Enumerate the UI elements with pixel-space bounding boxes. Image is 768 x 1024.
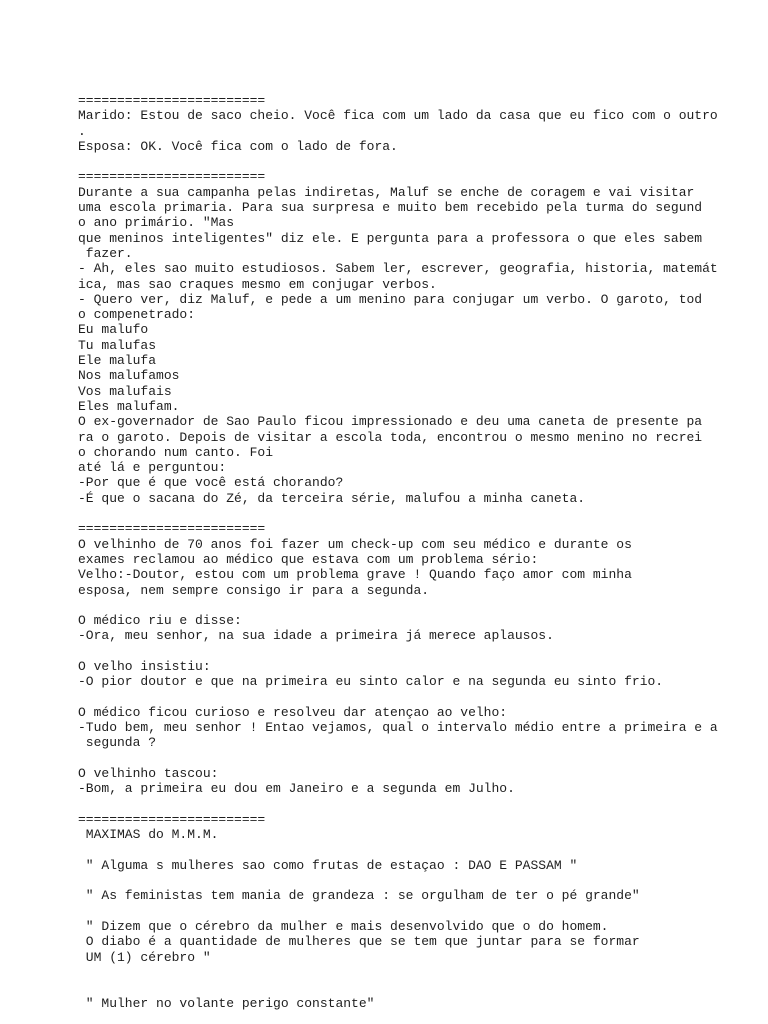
blank-line xyxy=(78,843,728,858)
text-line: " As feministas tem mania de grandeza : se orgulham de ter o pé grande" xyxy=(78,888,640,904)
blank-line xyxy=(78,506,728,521)
text-line: O médico ficou curioso e resolveu dar atençao ao velho: xyxy=(78,704,508,720)
text-line: esposa, nem sempre consigo ir para a segunda. xyxy=(78,582,430,598)
text-line: O ex-governador de Sao Paulo ficou impressionado e deu uma caneta de presente pa xyxy=(78,414,703,430)
text-line: que meninos inteligentes" diz ele. E pergunta para a professora o que eles sabem xyxy=(78,230,703,246)
separator-line: ======================== xyxy=(78,521,266,537)
text-line: Durante a sua campanha pelas indiretas, Maluf se enche de coragem e vai visitar xyxy=(78,184,695,200)
text-line: uma escola primaria. Para sua surpresa e muito bem recebido pela turma do segund xyxy=(78,200,703,216)
text-line: Ele malufa xyxy=(78,353,157,369)
text-line: Tu malufas xyxy=(78,337,157,353)
text-line: Eu malufo xyxy=(78,322,149,338)
text-line: UM (1) cérebro " xyxy=(78,949,211,965)
text-line: " Dizem que o cérebro da mulher e mais desenvolvido que o do homem. xyxy=(78,919,609,935)
text-line: -Bom, a primeira eu dou em Janeiro e a segunda em Julho. xyxy=(78,781,515,797)
text-line: Esposa: OK. Você fica com o lado de fora. xyxy=(78,138,398,154)
blank-line xyxy=(78,644,728,659)
text-line: Marido: Estou de saco cheio. Você fica com um lado da casa que eu fico com o outro xyxy=(78,108,718,124)
text-line: -Por que é que você está chorando? xyxy=(78,475,344,491)
blank-line xyxy=(78,690,728,705)
blank-line xyxy=(78,598,728,613)
blank-line xyxy=(78,904,728,919)
text-line: fazer. xyxy=(78,245,133,261)
text-line: o compenetrado: xyxy=(78,307,196,323)
text-line: . xyxy=(78,123,86,139)
text-line: O velhinho tascou: xyxy=(78,766,219,782)
blank-line xyxy=(78,965,728,980)
separator-line: ======================== xyxy=(78,93,266,108)
text-line: - Quero ver, diz Maluf, e pede a um menino para conjugar um verbo. O garoto, tod xyxy=(78,291,703,307)
text-line: Nos malufamos xyxy=(78,368,180,384)
text-line: -Ora, meu senhor, na sua idade a primeira já merece aplausos. xyxy=(78,628,554,644)
blank-line xyxy=(78,980,728,995)
text-line: " Alguma s mulheres sao como frutas de estaçao : DAO E PASSAM " xyxy=(78,857,578,873)
text-line: O médico riu e disse: xyxy=(78,613,242,629)
text-line: exames reclamou ao médico que estava com um problema sério: xyxy=(78,551,539,567)
text-line: Vos malufais xyxy=(78,383,172,399)
text-line: " Mulher no volante perigo constante" xyxy=(78,995,375,1011)
text-line: - Ah, eles sao muito estudiosos. Sabem ler, escrever, geografia, historia, matemát xyxy=(78,261,718,277)
text-line: o ano primário. "Mas xyxy=(78,215,235,231)
blank-line xyxy=(78,154,728,169)
text-line: O diabo é a quantidade de mulheres que se tem que juntar para se formar xyxy=(78,934,640,950)
text-line: até lá e perguntou: xyxy=(78,460,227,476)
separator-line: ======================== xyxy=(78,169,266,185)
text-line: o chorando num canto. Foi xyxy=(78,444,274,460)
text-line: O velho insistiu: xyxy=(78,658,211,674)
text-line: ica, mas sao craques mesmo em conjugar verbos. xyxy=(78,276,437,292)
separator-line: ======================== xyxy=(78,811,266,827)
text-line: MAXIMAS do M.M.M. xyxy=(78,827,219,843)
text-line: ra o garoto. Depois de visitar a escola toda, encontrou o mesmo menino no recrei xyxy=(78,429,703,445)
text-line: Eles malufam. xyxy=(78,398,180,414)
text-line: -É que o sacana do Zé, da terceira série, malufou a minha caneta. xyxy=(78,490,586,506)
blank-line xyxy=(78,873,728,888)
text-line: -O pior doutor e que na primeira eu sinto calor e na segunda eu sinto frio. xyxy=(78,674,664,690)
text-line: O velhinho de 70 anos foi fazer um check-up com seu médico e durante os xyxy=(78,536,632,552)
text-line: segunda ? xyxy=(78,735,157,751)
blank-line xyxy=(78,797,728,812)
blank-line xyxy=(78,751,728,766)
document-page xyxy=(78,93,728,1011)
text-line: Velho:-Doutor, estou com um problema grave ! Quando faço amor com minha xyxy=(78,567,632,583)
text-line: -Tudo bem, meu senhor ! Entao vejamos, qual o intervalo médio entre a primeira e a xyxy=(78,720,718,736)
